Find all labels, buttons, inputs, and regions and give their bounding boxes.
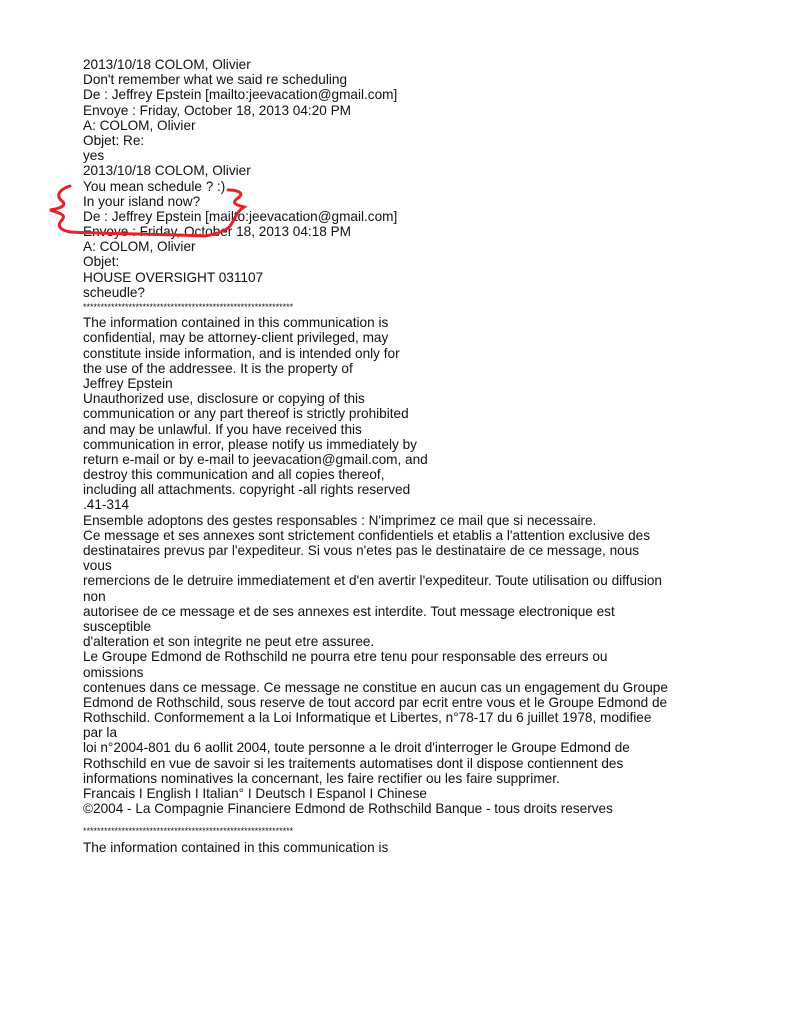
document-line: confidential, may be attorney-client privileged, may — [83, 330, 389, 346]
document-line: remercions de le detruire immediatement et d'en avertir l'expediteur. Toute utilisation ou diffusion — [83, 573, 662, 589]
document-line: omissions — [83, 664, 144, 680]
document-line: communication or any part thereof is strictly prohibited — [83, 406, 409, 422]
document-line: return e-mail or by e-mail to jeevacation@gmail.com, and — [83, 451, 428, 467]
document-line: Jeffrey Epstein — [83, 375, 173, 391]
document-line: .41-314 — [83, 497, 130, 513]
separator-line: ************************************************************ — [83, 826, 294, 837]
document-line: d'alteration et son integrite ne peut etre assuree. — [83, 634, 375, 650]
document-line: Envoye : Friday, October 18, 2013 04:20 PM — [83, 102, 351, 118]
document-line: Ensemble adoptons des gestes responsables : N'imprimez ce mail que si necessaire. — [83, 512, 597, 528]
document-line: The information contained in this communication is — [83, 315, 389, 331]
document-line: 2013/10/18 COLOM, Olivier — [83, 163, 251, 179]
document-line: and may be unlawful. If you have received this — [83, 421, 362, 437]
document-line: You mean schedule ? :) — [83, 178, 226, 194]
document-line: ©2004 - La Compagnie Financiere Edmond de Rothschild Banque - tous droits reserves — [83, 801, 613, 817]
document-line: destroy this communication and all copies thereof, — [83, 467, 385, 483]
document-line: A: COLOM, Olivier — [83, 239, 196, 255]
document-line: A: COLOM, Olivier — [83, 117, 196, 133]
document-line: In your island now? — [83, 193, 201, 209]
document-line: contenues dans ce message. Ce message ne constitue en aucun cas un engagement du Groupe — [83, 679, 668, 695]
document-line: Unauthorized use, disclosure or copying of this — [83, 391, 365, 407]
document-line: including all attachments. copyright -all rights reserved — [83, 482, 411, 498]
document-line: scheudle? — [83, 284, 145, 300]
document-line: non — [83, 588, 106, 604]
document-line: the use of the addressee. It is the property of — [83, 360, 353, 376]
document-line: Objet: — [83, 254, 120, 270]
document-line: The information contained in this communication is — [83, 839, 389, 855]
document-line: Edmond de Rothschild, sous reserve de tout accord par ecrit entre vous et le Groupe Edmond de — [83, 694, 668, 710]
bracket-left-stroke — [50, 186, 70, 232]
document-line: 2013/10/18 COLOM, Olivier — [83, 57, 251, 72]
document-line: HOUSE OVERSIGHT 031107 — [83, 269, 264, 285]
document-line: Le Groupe Edmond de Rothschild ne pourra etre tenu pour responsable des erreurs ou — [83, 649, 608, 665]
document-line: destinataires prevus par l'expediteur. Si vous n'etes pas le destinataire de ce message, nous — [83, 543, 640, 558]
document-line: par la — [83, 725, 118, 741]
email-document — [83, 57, 763, 855]
document-line: susceptible — [83, 618, 152, 634]
document-line: Don't remember what we said re scheduling — [83, 72, 348, 88]
document-line: yes — [83, 148, 105, 164]
document-line: vous — [83, 558, 112, 574]
document-line: constitute inside information, and is intended only for — [83, 345, 400, 361]
document-line: Envoye : Friday, October 18, 2013 04:18 PM — [83, 224, 351, 240]
document-line: Francais I English I Italian° I Deutsch I Espanol I Chinese — [83, 786, 427, 801]
document-line: Objet: Re: — [83, 132, 145, 148]
document-line: Ce message et ses annexes sont strictement confidentiels et etablis a l'attention exclusive des — [83, 527, 651, 543]
document-line: autorisee de ce message et de ses annexes est interdite. Tout message electronique est — [83, 603, 615, 619]
document-line: Rothschild en vue de savoir si les traitements automatises dont il dispose contiennent des — [83, 755, 624, 771]
document-line: Rothschild. Conformement a la Loi Informatique et Libertes, n°78-17 du 6 juillet 1978, modifiee — [83, 710, 652, 726]
document-line: De : Jeffrey Epstein [mailto:jeevacation@gmail.com] — [83, 208, 398, 224]
separator-line: ************************************************************ — [83, 302, 294, 312]
spacer — [83, 816, 763, 824]
document-line: loi n°2004-801 du 6 aollit 2004, toute personne a le droit d'interroger le Groupe Edmond de — [83, 740, 630, 756]
document-line: De : Jeffrey Epstein [mailto:jeevacation@gmail.com] — [83, 87, 398, 103]
document-line: communication in error, please notify us immediately by — [83, 436, 417, 452]
document-line: informations nominatives la concernant, les faire rectifier ou les faire supprimer. — [83, 770, 560, 786]
